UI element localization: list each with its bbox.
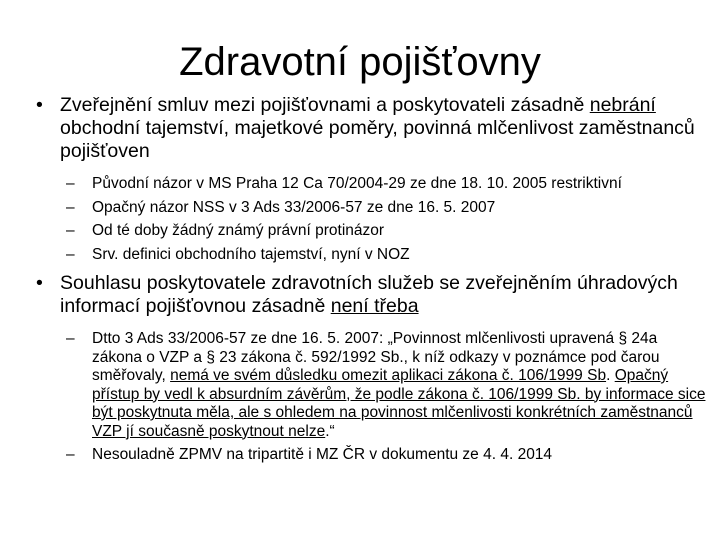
sub-bullet-text: Nesouladně ZPMV na tripartitě i MZ ČR v dokumentu ze 4. 4. 2014 xyxy=(92,446,553,463)
sub-bullet xyxy=(36,446,708,465)
sub-bullet xyxy=(36,222,708,241)
sub-marker: – xyxy=(66,446,75,463)
bullet-1-text: Zveřejnění smluv mezi pojišťovnami a poskytovateli zásadně xyxy=(60,94,590,116)
sub-bullet-text: . xyxy=(606,367,615,384)
bullet-2-sublist xyxy=(36,330,708,465)
bullet-marker: • xyxy=(36,272,43,294)
bullet-1-sublist xyxy=(36,175,708,264)
sub-marker: – xyxy=(66,245,75,263)
bullet-marker: • xyxy=(36,94,43,116)
sub-bullet xyxy=(36,330,708,441)
sub-bullet-underlined: nemá ve svém důsledku omezit aplikaci zákona č. 106/1999 Sb xyxy=(170,367,607,384)
sub-bullet-text: Dtto 3 Ads 33/2006-57 ze dne 16. 5. 2007: „Povinnost mlčenlivosti upravená § 24a zákona o VZP a § 23 zákona č. 592/1992 Sb., k níž odkazy v poznámce pod čarou směřovaly, xyxy=(92,330,660,384)
sub-bullet xyxy=(36,199,708,218)
sub-bullet-text: Původní názor v MS Praha 12 Ca 70/2004-29 ze dne 18. 10. 2005 restriktivní xyxy=(92,175,622,192)
sub-marker: – xyxy=(66,330,75,347)
sub-bullet xyxy=(36,246,708,265)
bullet-1-underlined: nebrání xyxy=(589,94,656,116)
slide-content xyxy=(36,94,708,473)
sub-bullet-text: .“ xyxy=(325,422,335,440)
sub-bullet-text: Od té doby žádný známý právní protinázor xyxy=(92,222,385,239)
sub-marker: – xyxy=(66,175,75,192)
sub-marker: – xyxy=(66,198,75,216)
slide-title: Zdravotní pojišťovny xyxy=(179,40,541,84)
sub-bullet-text: Opačný názor NSS v 3 Ads 33/2006-57 ze dne 16. 5. 2007 xyxy=(92,198,496,216)
bullet-2-text: Souhlasu poskytovatele zdravotních služeb se zveřejněním úhradových informací pojišťovnou zásadně xyxy=(60,272,678,317)
bullet-1-text-end: obchodní tajemství, majetkové poměry, povinná mlčenlivost zaměstnanců pojišťoven xyxy=(60,117,695,162)
sub-marker: – xyxy=(66,222,75,239)
sub-bullet-underlined: Opačný přístup by vedl k absurdním závěrům, že podle zákona č. 106/1999 Sb. by informace sice být poskytnuta měla, ale s ohledem na povinnost mlčenlivosti konkrétních zaměstnanců VZP jí současně poskytnout nelze xyxy=(92,367,706,440)
bullet-1 xyxy=(36,94,708,163)
bullet-2 xyxy=(36,272,708,318)
sub-bullet xyxy=(36,175,708,194)
sub-bullet-text: Srv. definici obchodního tajemství, nyní v NOZ xyxy=(92,245,410,263)
bullet-2-underlined: není třeba xyxy=(330,295,419,317)
